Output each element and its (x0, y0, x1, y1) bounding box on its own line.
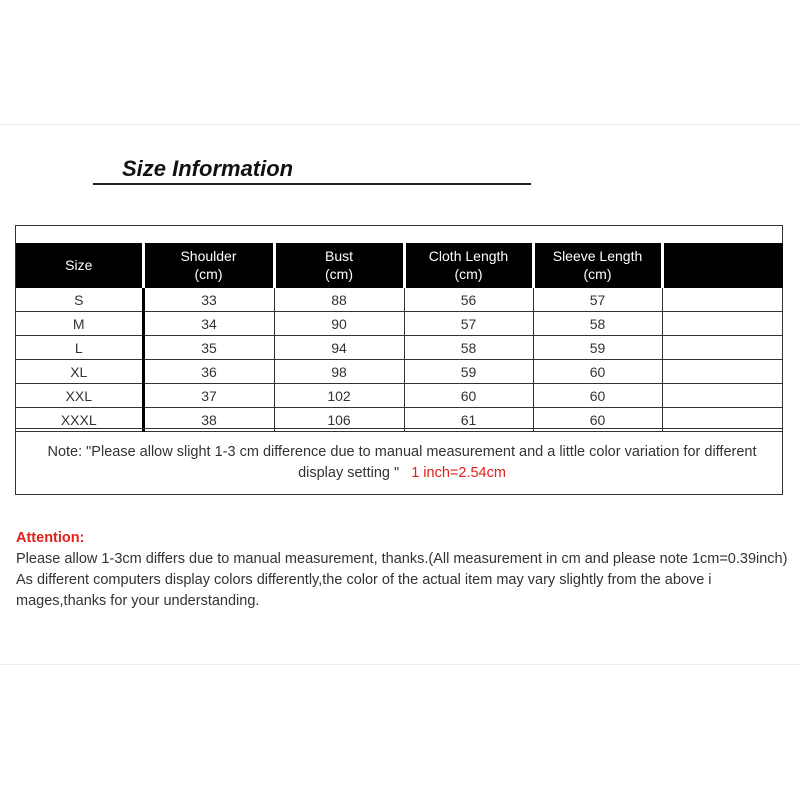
cell-sleeve-length: 57 (533, 287, 662, 312)
cell-size: XXXL (16, 408, 143, 432)
cell-sleeve-length: 60 (533, 384, 662, 408)
cell-bust: 98 (274, 360, 404, 384)
cell-bust: 106 (274, 408, 404, 432)
cell-bust: 88 (274, 287, 404, 312)
cell-size: XXL (16, 384, 143, 408)
table-row (16, 287, 782, 312)
cell-shoulder: 35 (143, 336, 274, 360)
measurement-note (24, 442, 780, 484)
cell-extra (662, 287, 782, 312)
table-header-row (16, 243, 782, 287)
cell-size: L (16, 336, 143, 360)
table-row (16, 312, 782, 336)
cell-bust: 102 (274, 384, 404, 408)
top-divider (0, 124, 800, 125)
cell-shoulder: 33 (143, 287, 274, 312)
attention-title: Attention: (16, 530, 85, 546)
cell-extra (662, 312, 782, 336)
header-size: Size (16, 243, 143, 287)
cell-shoulder: 36 (143, 360, 274, 384)
cell-extra (662, 360, 782, 384)
cell-sleeve-length: 58 (533, 312, 662, 336)
header-cloth-length: Cloth Length (cm) (404, 243, 533, 287)
bottom-divider (0, 664, 800, 665)
cell-cloth-length: 57 (404, 312, 533, 336)
header-sleeve-length: Sleeve Length (cm) (533, 243, 662, 287)
cell-sleeve-length: 60 (533, 408, 662, 432)
cell-extra (662, 336, 782, 360)
table-row (16, 384, 782, 408)
size-chart-table (16, 243, 783, 432)
cell-size: XL (16, 360, 143, 384)
table-row (16, 360, 782, 384)
table-row (16, 336, 782, 360)
note-conversion: 1 inch=2.54cm (411, 465, 506, 481)
cell-cloth-length: 58 (404, 336, 533, 360)
cell-bust: 94 (274, 336, 404, 360)
header-shoulder: Shoulder (cm) (143, 243, 274, 287)
cell-sleeve-length: 59 (533, 336, 662, 360)
title-underline (93, 183, 531, 185)
header-bust: Bust (cm) (274, 243, 404, 287)
cell-size: M (16, 312, 143, 336)
cell-cloth-length: 60 (404, 384, 533, 408)
attention-block (16, 528, 792, 612)
header-empty (662, 243, 782, 287)
cell-shoulder: 34 (143, 312, 274, 336)
cell-bust: 90 (274, 312, 404, 336)
cell-sleeve-length: 60 (533, 360, 662, 384)
attention-line-1: Please allow 1-3cm differs due to manual measurement, thanks.(All measurement in cm and please note 1cm=0.39inch) (16, 551, 788, 567)
cell-extra (662, 384, 782, 408)
cell-cloth-length: 61 (404, 408, 533, 432)
attention-line-2: As different computers display colors differently,the color of the actual item may vary slightly from the above i mages,thanks for your understanding. (16, 572, 712, 609)
cell-shoulder: 37 (143, 384, 274, 408)
cell-cloth-length: 59 (404, 360, 533, 384)
cell-shoulder: 38 (143, 408, 274, 432)
note-text: Note: "Please allow slight 1-3 cm difference due to manual measurement and a little color variation for different display setting " (47, 444, 757, 481)
cell-cloth-length: 56 (404, 287, 533, 312)
note-divider (16, 428, 782, 429)
cell-size: S (16, 287, 143, 312)
section-title: Size Information (122, 156, 294, 181)
